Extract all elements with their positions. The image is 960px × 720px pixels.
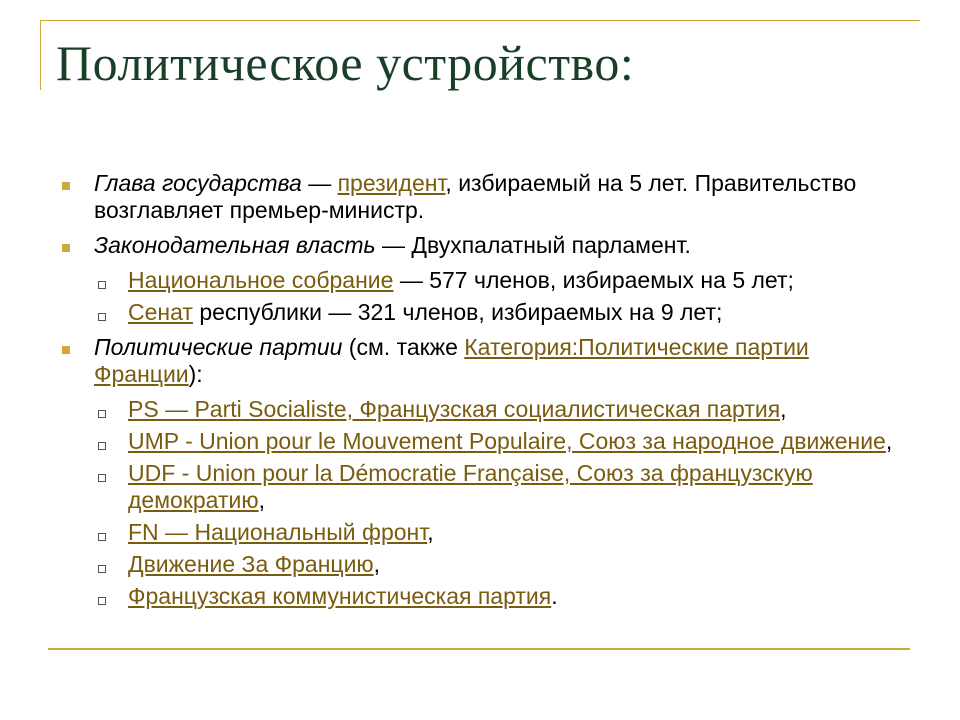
item-text: — Двухпалатный парламент. — [375, 232, 691, 258]
link-president[interactable]: президент — [337, 170, 446, 196]
link-party-mpf[interactable]: Движение За Францию — [128, 551, 374, 577]
link-party-ps[interactable]: PS — Parti Socialiste, Французская социалистическая партия — [128, 396, 781, 422]
sub-item-party-ump — [60, 428, 910, 455]
frame-top-line — [40, 20, 920, 21]
sub-item-text: , — [780, 396, 787, 422]
list-item-political-parties — [60, 334, 910, 388]
link-national-assembly[interactable]: Национальное собрание — [128, 267, 394, 293]
item-italic-label: Законодательная власть — [94, 232, 376, 258]
item-italic-label: Глава государства — [94, 170, 302, 196]
hollow-square-bullet-icon — [98, 533, 106, 541]
square-bullet-icon — [62, 182, 70, 190]
hollow-square-bullet-icon — [98, 442, 106, 450]
item-italic-label: Политические партии — [94, 334, 343, 360]
slide-content — [60, 170, 910, 615]
sub-item-party-pcf — [60, 583, 910, 610]
sub-item-national-assembly — [60, 267, 910, 294]
sub-item-text: — 577 членов, избираемых на 5 лет; — [393, 267, 794, 293]
link-party-fn[interactable]: FN — Национальный фронт — [128, 519, 428, 545]
sub-item-text: , — [373, 551, 381, 577]
sub-item-party-mpf — [60, 551, 910, 578]
sub-item-party-fn — [60, 519, 910, 546]
frame-bottom-line — [48, 648, 910, 650]
item-text-after: ): — [188, 361, 203, 387]
sub-item-text: , — [427, 519, 434, 545]
list-item-legislature — [60, 232, 910, 259]
sub-item-text: республики — 321 членов, избираемых на 9 лет; — [192, 299, 723, 325]
square-bullet-icon — [62, 244, 70, 252]
hollow-square-bullet-icon — [98, 597, 106, 605]
link-category-parties[interactable]: Категория:Политические партии Франции — [94, 334, 809, 387]
link-senate[interactable]: Сенат — [128, 299, 193, 325]
item-text: , избираемый на 5 лет. Правительство возглавляет премьер-министр. — [94, 170, 857, 223]
sub-item-party-ps — [60, 396, 910, 423]
sub-item-party-udf — [60, 460, 910, 514]
frame-left-line — [40, 20, 41, 90]
hollow-square-bullet-icon — [98, 410, 106, 418]
link-party-udf[interactable]: UDF - Union pour la Démocratie Française, Союз за французскую демократию — [128, 460, 813, 513]
sub-item-text: , — [885, 428, 893, 454]
sub-item-text: , — [258, 487, 265, 513]
sub-item-senate — [60, 299, 910, 326]
list-item-head-of-state — [60, 170, 910, 224]
link-party-pcf[interactable]: Французская коммунистическая партия — [128, 583, 552, 609]
item-text: (см. также — [342, 334, 465, 360]
link-party-ump[interactable]: UMP - Union pour le Mouvement Populaire, Союз за народное движение — [128, 428, 886, 454]
sub-item-text: . — [551, 583, 558, 609]
slide-title: Политическое устройство: — [56, 35, 635, 91]
item-separator: — — [301, 170, 338, 196]
hollow-square-bullet-icon — [98, 313, 106, 321]
hollow-square-bullet-icon — [98, 281, 106, 289]
square-bullet-icon — [62, 346, 70, 354]
hollow-square-bullet-icon — [98, 565, 106, 573]
hollow-square-bullet-icon — [98, 474, 106, 482]
